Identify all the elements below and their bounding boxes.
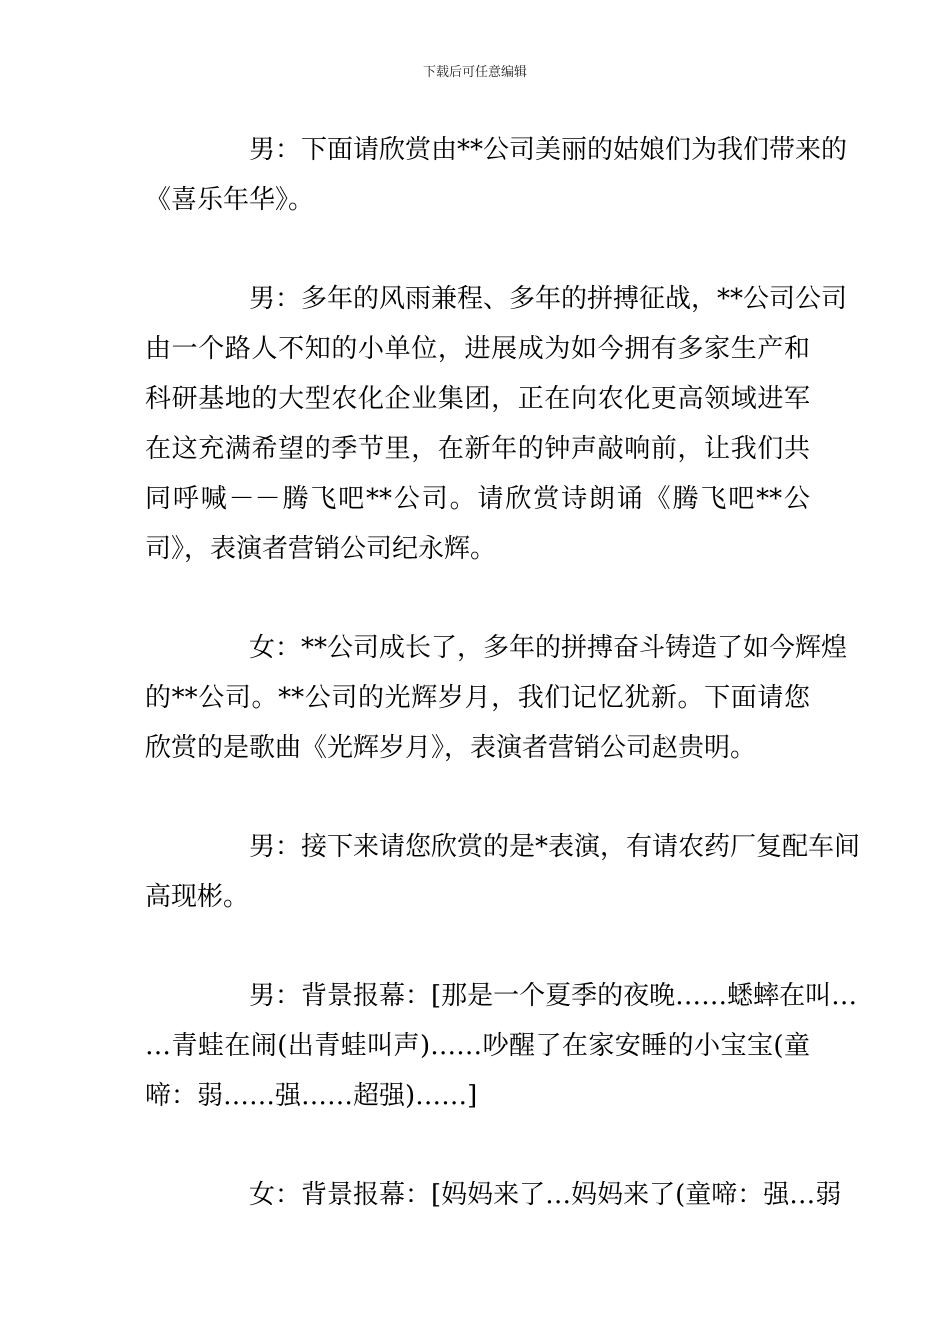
text-line: 《喜乐年华》。 — [145, 185, 315, 215]
text-line: 女：**公司成长了，多年的拼搏奋斗铸造了如今辉煌 — [249, 633, 848, 663]
text-line: …青蛙在闹(出青蛙叫声)……吵醒了在家安睡的小宝宝(童 — [145, 1031, 810, 1061]
paragraph — [145, 274, 848, 574]
text-line: 由一个路人不知的小单位，进展成为如今拥有多家生产和 — [145, 334, 810, 364]
text-line: 科研基地的大型农化企业集团，正在向农化更高领域进军 — [145, 384, 810, 414]
paragraph — [145, 1170, 842, 1220]
paragraph — [145, 971, 858, 1121]
page-header: 下载后可任意编辑 — [422, 65, 527, 80]
text-line: 欣赏的是歌曲《光辉岁月》，表演者营销公司赵贵明。 — [145, 733, 757, 763]
text-line: 同呼喊－－腾飞吧**公司。请欣赏诗朗诵《腾飞吧**公 — [145, 484, 810, 514]
text-line: 女：背景报幕：[妈妈来了…妈妈来了(童啼：强…弱 — [249, 1180, 842, 1210]
text-line: 男：下面请欣赏由**公司美丽的姑娘们为我们带来的 — [249, 135, 848, 165]
text-line: 啼：弱……强……超强)……] — [145, 1081, 478, 1111]
text-line: 男：接下来请您欣赏的是*表演，有请农药厂复配车间 — [249, 832, 861, 862]
paragraph — [145, 125, 848, 225]
text-line: 司》，表演者营销公司纪永辉。 — [145, 534, 497, 564]
text-line: 男：多年的风雨兼程、多年的拼搏征战，**公司公司 — [249, 284, 848, 314]
paragraph — [145, 822, 861, 922]
text-line: 的**公司。**公司的光辉岁月，我们记忆犹新。下面请您 — [145, 683, 810, 713]
text-line: 在这充满希望的季节里，在新年的钟声敲响前，让我们共 — [145, 434, 810, 464]
paragraph — [145, 623, 848, 773]
text-line: 男：背景报幕：[那是一个夏季的夜晚……蟋蟀在叫… — [249, 981, 858, 1011]
document-body — [145, 125, 861, 1269]
text-line: 高现彬。 — [145, 882, 250, 912]
